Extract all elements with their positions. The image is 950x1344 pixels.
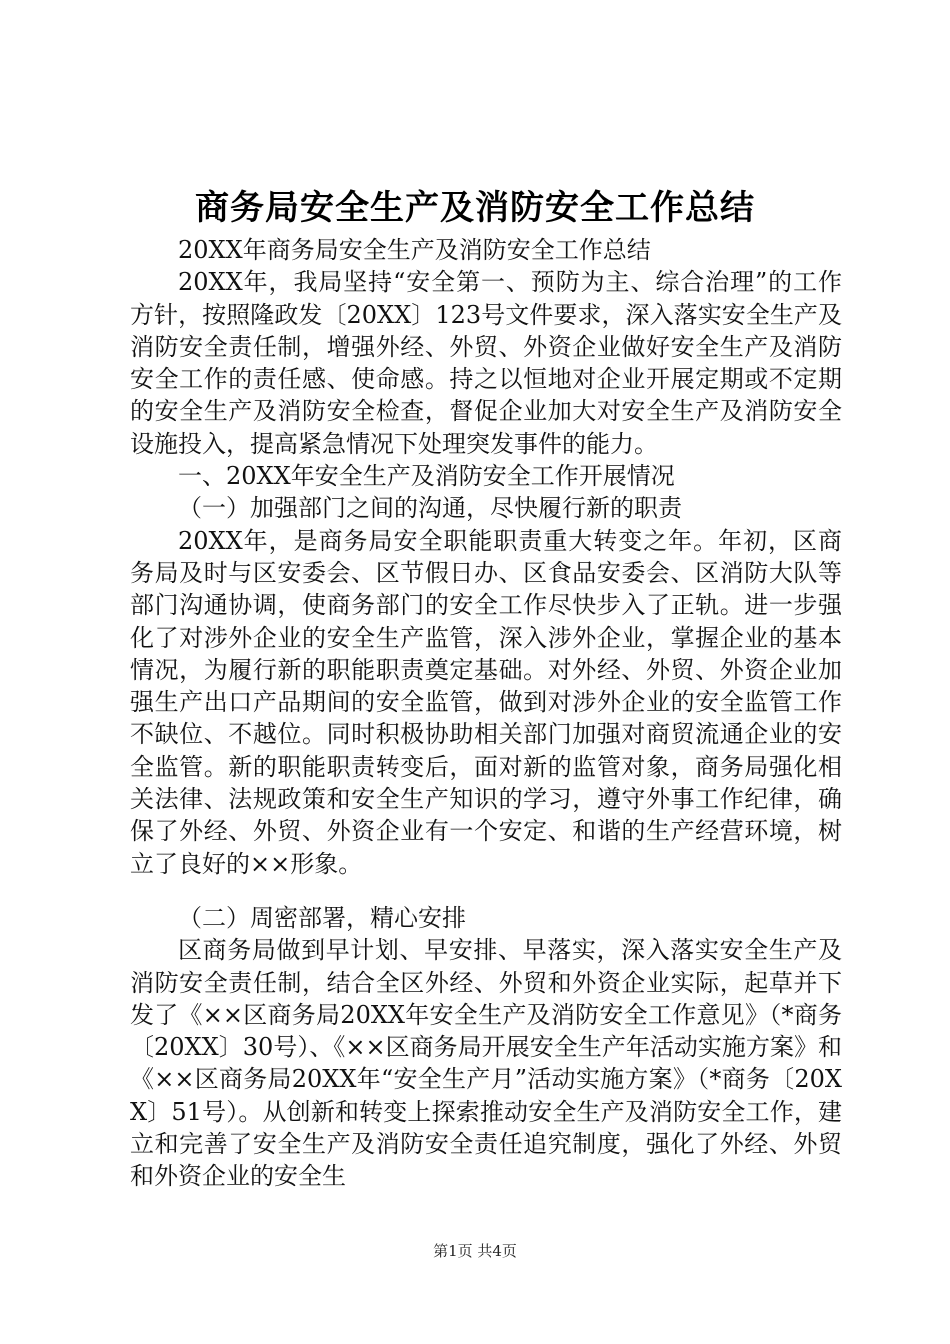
body-section-1 bbox=[130, 234, 842, 880]
body-section-2 bbox=[130, 902, 842, 1193]
intro-paragraph: 20XX年，我局坚持“安全第一、预防为主、综合治理”的工作方针，按照隆政发〔20XX〕123号文件要求，深入落实安全生产及消防安全责任制，增强外经、外贸、外资企业做好安全生产及消防安全工作的责任感、使命感。持之以恒地对企业开展定期或不定期的安全生产及消防安全检查，督促企业加大对安全生产及消防安全设施投入，提高紧急情况下处理突发事件的能力。 bbox=[130, 268, 842, 458]
subsection-heading-2: （二）周密部署，精心安排 bbox=[178, 904, 466, 932]
paragraph-2: 区商务局做到早计划、早安排、早落实，深入落实安全生产及消防安全责任制，结合全区外经、外贸和外资企业实际，起草并下发了《××区商务局20XX年安全生产及消防安全工作意见》（*商务〔20XX〕30号）、《××区商务局开展安全生产年活动实施方案》和《××区商务局20XX年“安全生产月”活动实施方案》（*商务〔20XX〕51号）。从创新和转变上探索推动安全生产及消防安全工作，建立和完善了安全生产及消防安全责任追究制度，强化了外经、外贸和外资企业的安全生 bbox=[130, 936, 842, 1191]
subtitle-line: 20XX年商务局安全生产及消防安全工作总结 bbox=[178, 236, 651, 264]
document-title: 商务局安全生产及消防安全工作总结 bbox=[195, 188, 755, 228]
page-footer: 第1页 共4页 bbox=[433, 1242, 517, 1260]
subsection-heading-1: （一）加强部门之间的沟通，尽快履行新的职责 bbox=[178, 494, 682, 523]
section-heading-1: 一、20XX年安全生产及消防安全工作开展情况 bbox=[178, 462, 675, 491]
paragraph-1: 20XX年，是商务局安全职能职责重大转变之年。年初，区商务局及时与区安委会、区节假日办、区食品安委会、区消防大队等部门沟通协调，使商务部门的安全工作尽快步入了正轨。进一步强化了对涉外企业的安全生产监管，深入涉外企业，掌握企业的基本情况，为履行新的职能职责奠定基础。对外经、外贸、外资企业加强生产出口产品期间的安全监管，做到对涉外企业的安全监管工作不缺位、不越位。同时积极协助相关部门加强对商贸流通企业的安全监管。新的职能职责转变后，面对新的监管对象，商务局强化相关法律、法规政策和安全生产知识的学习，遵守外事工作纪律，确保了外经、外贸、外资企业有一个安定、和谐的生产经营环境，树立了良好的××形象。 bbox=[130, 526, 842, 878]
